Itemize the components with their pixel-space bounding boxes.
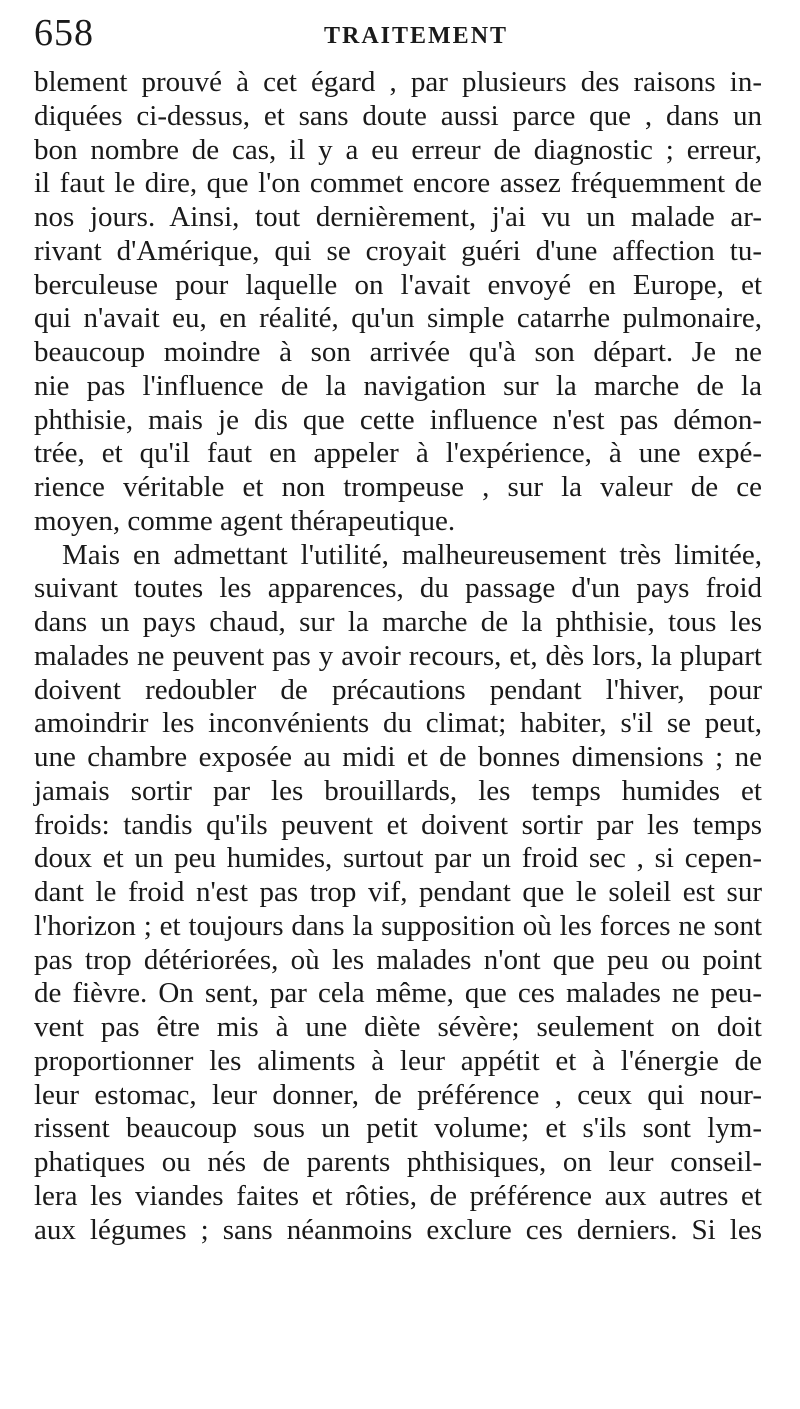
- text-line: rissent beaucoup sous un petit volume; et s'ils sont lym-: [34, 1112, 762, 1145]
- text-line: pas trop détériorées, où les malades n'ont que peu ou point: [34, 943, 762, 976]
- text-line: amoindrir les inconvénients du climat; habiter, s'il se peut,: [34, 707, 762, 740]
- text-line: leur estomac, leur donner, de préférence , ceux qui nour-: [34, 1078, 762, 1111]
- text-line: moyen, comme agent thérapeutique.: [34, 504, 456, 537]
- text-line: qui n'avait eu, en réalité, qu'un simple catarrhe pulmonaire,: [34, 302, 762, 335]
- running-head: [34, 8, 734, 58]
- text-line: doux et un peu humides, surtout par un froid sec , si cepen-: [34, 842, 762, 875]
- text-line: bon nombre de cas, il y a eu erreur de diagnostic ; erreur,: [34, 133, 762, 166]
- text-line: de fièvre. On sent, par cela même, que ces malades ne peu-: [34, 977, 762, 1010]
- text-line: nos jours. Ainsi, tout dernièrement, j'ai vu un malade ar-: [34, 201, 762, 233]
- text-line: trée, et qu'il faut en appeler à l'expérience, à une expé-: [34, 437, 762, 470]
- text-line: proportionner les aliments à leur appétit et à l'énergie de: [34, 1044, 762, 1077]
- text-line: dans un pays chaud, sur la marche de la phthisie, tous les: [34, 606, 762, 638]
- text-line: dant le froid n'est pas trop vif, pendant que le soleil est sur: [34, 876, 762, 908]
- page-number: 658: [34, 12, 94, 54]
- text-line: l'horizon ; et toujours dans la supposition où les forces ne sont: [34, 909, 762, 942]
- text-line: berculeuse pour laquelle on l'avait envoyé en Europe, et: [34, 268, 762, 301]
- text-line: phthisie, mais je dis que cette influence n'est pas démon-: [34, 403, 762, 436]
- text-line: aux légumes ; sans néanmoins exclure ces derniers. Si les: [34, 1213, 762, 1246]
- text-line: phatiques ou nés de parents phthisiques, on leur conseil-: [34, 1146, 762, 1178]
- text-line: une chambre exposée au midi et de bonnes dimensions ; ne: [34, 741, 762, 773]
- text-line: blement prouvé à cet égard , par plusieurs des raisons in-: [34, 66, 762, 98]
- text-line: beaucoup moindre à son arrivée qu'à son départ. Je ne: [34, 336, 762, 368]
- text-line: suivant toutes les apparences, du passage d'un pays froid: [34, 572, 762, 605]
- text-line: diquées ci-dessus, et sans doute aussi parce que , dans un: [34, 99, 762, 132]
- text-line: vent pas être mis à une diète sévère; seulement on doit: [34, 1011, 762, 1043]
- running-title: TRAITEMENT: [324, 23, 509, 49]
- text-line: doivent redoubler de précautions pendant l'hiver, pour: [34, 673, 762, 706]
- text-line: rivant d'Amérique, qui se croyait guéri d'une affection tu-: [34, 234, 762, 267]
- text-line: lera les viandes faites et rôties, de préférence aux autres et: [34, 1179, 762, 1212]
- text-line: froids: tandis qu'ils peuvent et doivent sortir par les temps: [34, 808, 762, 841]
- text-line: il faut le dire, que l'on commet encore assez fréquemment de: [34, 167, 762, 200]
- text-line: Mais en admettant l'utilité, malheureusement très limitée,: [62, 538, 762, 571]
- body-text: [34, 66, 762, 1247]
- text-line: jamais sortir par les brouillards, les temps humides et: [34, 774, 762, 807]
- text-line: rience véritable et non trompeuse , sur la valeur de ce: [34, 471, 762, 503]
- text-line: nie pas l'influence de la navigation sur la marche de la: [34, 369, 762, 402]
- text-line: malades ne peuvent pas y avoir recours, et, dès lors, la plupart: [34, 639, 762, 672]
